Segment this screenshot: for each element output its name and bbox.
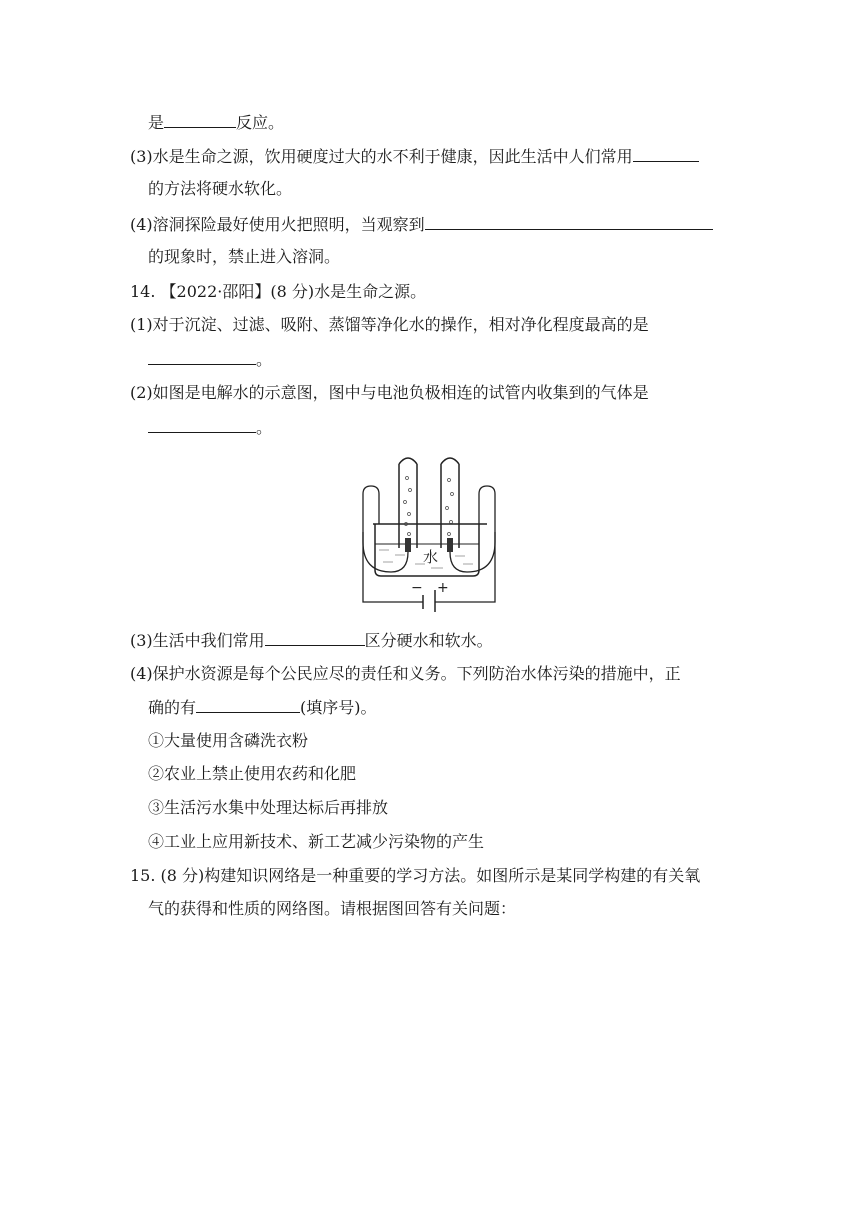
- text: 。: [256, 418, 273, 437]
- electrode-left: [405, 538, 411, 552]
- answer-blank[interactable]: [164, 111, 236, 128]
- q14-2-answer: [148, 416, 272, 439]
- text: (填序号)。: [300, 698, 377, 717]
- q14-2: (2)如图是电解水的示意图，图中与电池负极相连的试管内收集到的气体是: [130, 383, 649, 402]
- answer-blank[interactable]: [148, 416, 256, 433]
- text: 是: [148, 113, 165, 132]
- minus-sign: −: [411, 580, 423, 596]
- electrolysis-diagram: [355, 452, 505, 612]
- option-2: ②农业上禁止使用农药和化肥: [148, 764, 357, 783]
- text: (3)水是生命之源，饮用硬度过大的水不利于健康，因此生活中人们常用: [130, 147, 633, 166]
- wire-left: [363, 486, 408, 572]
- plus-sign: +: [437, 580, 449, 596]
- q13-3-cont: 的方法将硬水软化。: [148, 179, 293, 198]
- answer-blank[interactable]: [425, 213, 713, 230]
- text: 反应。: [236, 113, 285, 132]
- answer-blank[interactable]: [148, 348, 256, 365]
- q13-4: [130, 213, 713, 236]
- q13-4-cont: 的现象时，禁止进入溶洞。: [148, 247, 341, 266]
- text: (3)生活中我们常用: [130, 631, 265, 650]
- bubbles-right: [446, 479, 454, 536]
- q14-4: (4)保护水资源是每个公民应尽的责任和义务。下列防治水体污染的措施中，正: [130, 664, 681, 683]
- test-tube-left: [399, 458, 417, 548]
- q14-title: 14. 【2022·邵阳】(8 分)水是生命之源。: [130, 282, 427, 301]
- option-4: ④工业上应用新技术、新工艺减少污染物的产生: [148, 832, 485, 851]
- text: (4)溶洞探险最好使用火把照明，当观察到: [130, 215, 425, 234]
- outer-circuit-wire: [363, 532, 495, 602]
- line-answer-reaction: [148, 111, 284, 134]
- answer-blank[interactable]: [265, 629, 365, 646]
- q14-1: (1)对于沉淀、过滤、吸附、蒸馏等净化水的操作，相对净化程度最高的是: [130, 315, 649, 334]
- option-3: ③生活污水集中处理达标后再排放: [148, 798, 389, 817]
- q15-cont: 气的获得和性质的网络图。请根据图回答有关问题：: [148, 899, 517, 918]
- answer-blank[interactable]: [196, 696, 300, 713]
- q15: 15. (8 分)构建知识网络是一种重要的学习方法。如图所示是某同学构建的有关氧: [130, 866, 701, 885]
- answer-blank[interactable]: [633, 145, 699, 162]
- q14-3: [130, 629, 493, 652]
- option-1: ①大量使用含磷洗衣粉: [148, 731, 309, 750]
- q14-1-answer: [148, 348, 272, 371]
- bubbles-left: [404, 477, 412, 536]
- text: 。: [256, 350, 273, 369]
- wire-right: [450, 486, 495, 572]
- water-label: 水: [423, 548, 439, 566]
- q14-4-cont: [148, 696, 377, 719]
- text: 确的有: [148, 698, 197, 717]
- test-tube-right: [441, 458, 459, 548]
- text: 区分硬水和软水。: [364, 631, 493, 650]
- electrode-right: [447, 538, 453, 552]
- q13-3: [130, 145, 699, 168]
